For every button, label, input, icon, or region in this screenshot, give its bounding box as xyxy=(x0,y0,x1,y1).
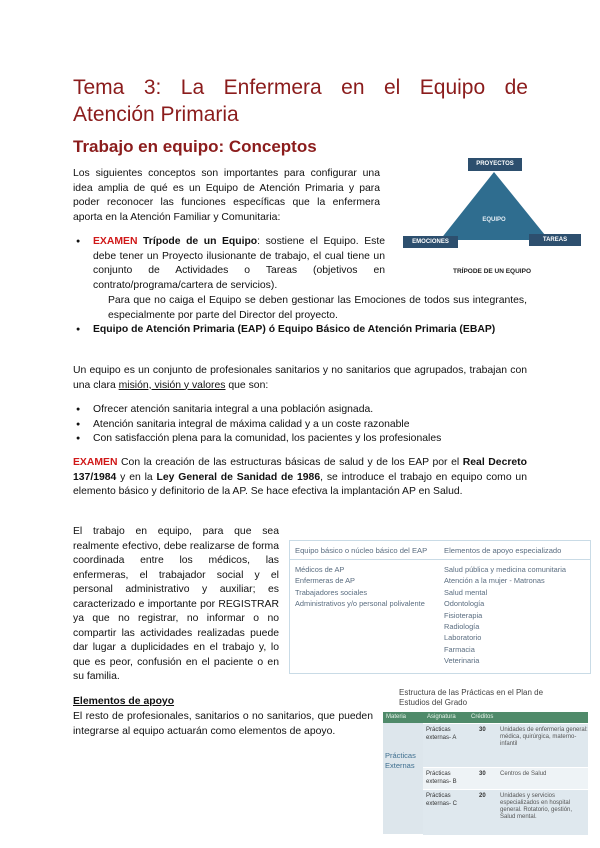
table1-divider xyxy=(290,559,590,560)
table-cell: Médicos de AP xyxy=(295,565,345,574)
list-item: ● Equipo de Atención Primaria (EAP) ó Equipo Básico de Atención Primaria (EBAP) xyxy=(73,323,527,338)
table-cell: Enfermeras de AP xyxy=(295,576,355,586)
figure-left-box: EMOCIONES xyxy=(403,236,458,248)
section-subtitle: Trabajo en equipo: Conceptos xyxy=(73,137,317,156)
creditos-cell: 30 xyxy=(479,727,486,733)
tripod-figure xyxy=(403,158,585,278)
title-line-2: Atención Primaria xyxy=(73,103,239,126)
apoyo-paragraph: El resto de profesionales, sanitarios o no sanitarios, que pueden integrarse al equipo actuarán como elementos de apoyo. xyxy=(73,711,373,737)
para2-text-2: que son: xyxy=(225,379,269,391)
creditos-cell: 30 xyxy=(479,771,486,777)
values-list xyxy=(73,403,527,447)
table1-right-column xyxy=(444,564,566,667)
table-cell: Atención a la mujer - Matronas xyxy=(444,576,545,586)
figure-top-box: PROYECTOS xyxy=(468,158,522,171)
table2-header-materia: Materia xyxy=(386,714,407,720)
intro-paragraph: Los siguientes conceptos son importantes para configurar una idea amplia de qué es un Equipo de Atención Primaria y para poder reconocer las funciones específicas que la enfermera aporta en la Atención Familiar y Comunitaria: xyxy=(73,168,380,223)
table2-header-creditos: Créditos xyxy=(471,714,494,720)
list-item: ● Con satisfacción plena para la comunidad, los pacientes y los profesionales xyxy=(73,432,527,447)
table2-caption: Estructura de las Prácticas en el Plan de Estudios del Grado xyxy=(399,688,544,707)
para3-text-2: y en la xyxy=(116,471,157,483)
coordination-paragraph: El trabajo en equipo, para que sea realmente efectivo, debe realizarse de forma coordinada entre los médicos, las enfermeras, el trabajador social y el personal administrativo y auxiliar; es caracterizado e importante por REGISTRAR ya que no registrar, no informar o no compartir las actividades realizadas puede dar lugar a duplicidades en el trabajo y, lo que es peor, confusión en el paciente o en su familia. xyxy=(73,526,279,682)
bullet-eap xyxy=(73,323,527,338)
table-cell: Fisioterapia xyxy=(444,610,483,620)
table-cell: Farmacia xyxy=(444,644,475,654)
para3-text-3: , se introduce el trabajo en equipo como un elemento básico y definitorio de la AP. Se hace efectiva la implantación AP en Salud. xyxy=(73,471,527,497)
list-item: ● Ofrecer atención sanitaria integral a una población asignada. xyxy=(73,403,527,418)
bullet1-continuation: Para que no caiga el Equipo se deben gestionar las Emociones de todos sus integrantes, especialmente por parte del Director del proyecto. xyxy=(108,295,527,321)
table1-left-column xyxy=(295,564,425,610)
asignatura-cell: Prácticas externas- A xyxy=(426,727,457,741)
table-cell: Laboratorio xyxy=(444,633,482,643)
table2-header-asignatura: Asignatura xyxy=(427,714,456,720)
table-cell: Veterinaria xyxy=(444,656,480,666)
table-row xyxy=(423,723,588,768)
asignatura-cell: Prácticas externas- C xyxy=(426,793,458,807)
para3-text-1: Con la creación de las estructuras básicas de salud y de los EAP por el xyxy=(117,457,463,468)
table1-header-right: Elementos de apoyo especializado xyxy=(444,546,562,555)
table-cell: Salud pública y medicina comunitaria xyxy=(444,565,567,574)
table-row xyxy=(423,789,588,835)
figure-right-box: TAREAS xyxy=(529,234,581,246)
table2-materia-cell xyxy=(383,723,423,834)
table-cell: Salud mental xyxy=(444,587,488,597)
figure-center-label: EQUIPO xyxy=(482,217,506,223)
figure-caption: TRÍPODE DE UN EQUIPO xyxy=(453,268,532,275)
bullet1-text: : sostiene el Equipo. Este debe tener un Proyecto ilusionante de trabajo, el cual tiene un conjunto de Actividades o Tareas (objetivos en contrato/programa/cartera de servicios). xyxy=(93,236,386,291)
real-decreto: Real Decreto 137/1984 xyxy=(73,457,527,483)
exam-tag: EXAMEN xyxy=(73,457,118,468)
bullet-tripode xyxy=(73,235,385,293)
asignatura-cell: Prácticas externas- B xyxy=(426,771,457,785)
creditos-cell: 20 xyxy=(479,793,486,799)
table2-header-row xyxy=(383,712,588,723)
table1-header-left: Equipo básico o núcleo básico del EAP xyxy=(295,546,428,555)
title-line-1: Tema 3: La Enfermera en el Equipo de xyxy=(73,76,528,99)
triangle-shape xyxy=(440,172,549,240)
table-cell: Radiología xyxy=(444,622,480,632)
table-row xyxy=(423,767,588,790)
team-definition-paragraph xyxy=(73,364,527,393)
list-item: ● Atención sanitaria integral de máxima calidad y a un coste razonable xyxy=(73,418,527,433)
ley-general-sanidad: Ley General de Sanidad de 1986 xyxy=(156,471,321,483)
materia-label: Prácticas Externas xyxy=(385,751,416,770)
page-title xyxy=(73,74,528,128)
table-cell: Administrativos y/o personal polivalente xyxy=(295,599,425,609)
practicas-table xyxy=(383,712,588,834)
apoyo-heading: Elementos de apoyo xyxy=(73,696,175,707)
term-tripode: Trípode de un Equipo xyxy=(143,236,258,247)
detalle-cell: Unidades de enfermería general: médica, quirúrgica, materno-infantil xyxy=(500,727,588,747)
table-cell: Odontología xyxy=(444,599,485,609)
exam-tag: EXAMEN xyxy=(93,236,138,247)
mission-vision-values: misión, visión y valores xyxy=(118,379,226,391)
list-item xyxy=(73,235,385,293)
table-cell: Trabajadores sociales xyxy=(295,587,368,597)
detalle-cell: Centros de Salud xyxy=(500,771,547,777)
detalle-cell: Unidades y servicios especializados en hospital general. Rotatorio, gestión, Salud mental. xyxy=(500,793,573,820)
team-composition-table xyxy=(289,540,591,674)
legal-paragraph xyxy=(73,456,527,500)
para2-text-1: Un equipo es un conjunto de profesionales sanitarios y no sanitarios que agrupados, trabajan con una clara xyxy=(73,365,527,391)
